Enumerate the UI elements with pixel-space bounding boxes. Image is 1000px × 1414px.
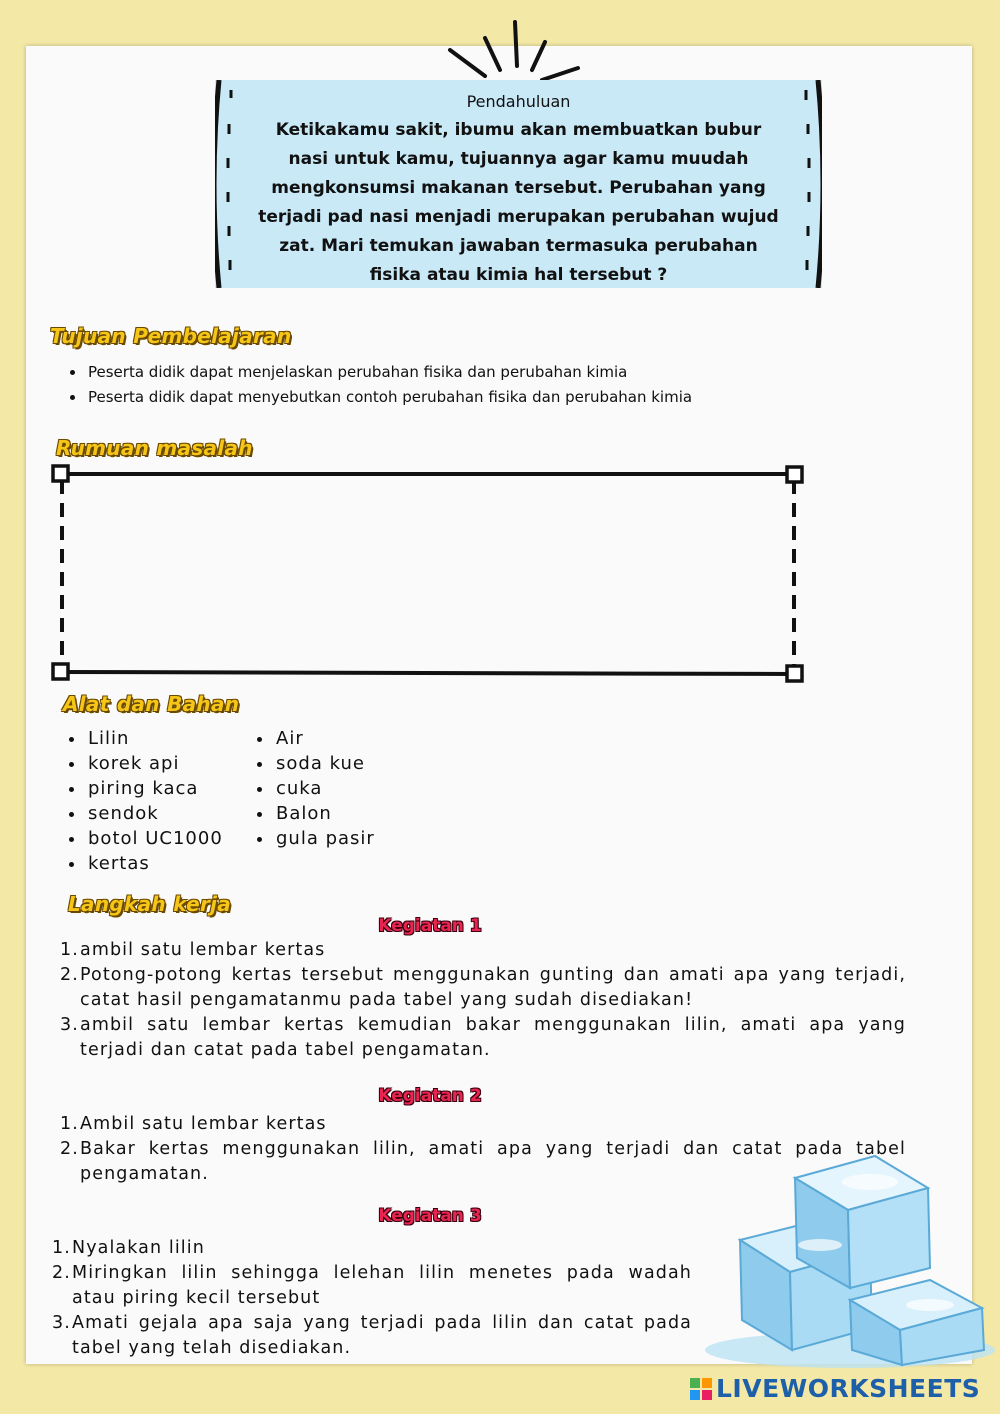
tool-item: • soda kue xyxy=(274,751,375,776)
activity-1-steps xyxy=(60,938,906,1063)
ice-cubes-illustration xyxy=(700,1150,1000,1370)
tools-heading: Alat dan Bahan xyxy=(63,692,240,716)
step-item: 1. Ambil satu lembar kertas xyxy=(60,1114,327,1134)
steps-heading: Langkah kerja xyxy=(68,892,232,916)
tool-item: • cuka xyxy=(274,776,375,801)
liveworksheets-logo-icon xyxy=(690,1378,712,1400)
step-item: 3. ambil satu lembar kertas kemudian bakar menggunakan lilin, amati apa yang terjadi dan catat pada tabel pengamatan. xyxy=(60,1015,906,1060)
step-item: 2. Potong-potong kertas tersebut menggunakan gunting dan amati apa yang terjadi, catat hasil pengamatanmu pada tabel yang sudah disediakan! xyxy=(60,965,906,1010)
step-item: 1. Nyalakan lilin xyxy=(52,1238,205,1258)
tools-list-2 xyxy=(252,726,375,851)
tool-item: • Air xyxy=(274,726,375,751)
tool-item: • botol UC1000 xyxy=(86,826,223,851)
step-item: 3. Amati gejala apa saja yang terjadi pada lilin dan catat pada tabel yang telah disediakan. xyxy=(52,1313,692,1358)
burst-decoration xyxy=(440,18,590,88)
liveworksheets-brand[interactable] xyxy=(690,1374,990,1406)
problem-answer-box[interactable] xyxy=(48,462,808,688)
tool-item: • Lilin xyxy=(86,726,223,751)
problem-heading: Rumuan masalah xyxy=(56,436,253,460)
activity-2-title: Kegiatan 2 xyxy=(378,1086,482,1106)
tool-item: • kertas xyxy=(86,851,223,876)
tool-item: • Balon xyxy=(274,801,375,826)
step-item: 2. Bakar kertas menggunakan lilin, amati apa yang terjadi dan catat pada tabel pengamatan. xyxy=(60,1139,906,1184)
goals-heading: Tujuan Pembelajaran xyxy=(50,324,292,348)
goals-list xyxy=(62,360,692,410)
step-item: 2. Miringkan lilin sehingga lelehan lilin menetes pada wadah atau piring kecil tersebut xyxy=(52,1263,692,1308)
activity-3-title: Kegiatan 3 xyxy=(378,1206,482,1226)
activity-1-title: Kegiatan 1 xyxy=(378,916,482,936)
goal-item: • Peserta didik dapat menjelaskan perubahan fisika dan perubahan kimia xyxy=(86,360,692,385)
step-item: 1. ambil satu lembar kertas xyxy=(60,940,326,960)
brand-text: LIVEWORKSHEETS xyxy=(716,1374,981,1403)
activity-3-steps xyxy=(52,1236,692,1361)
intro-title: Pendahuluan xyxy=(466,92,571,111)
tool-item: • sendok xyxy=(86,801,223,826)
tool-item: • piring kaca xyxy=(86,776,223,801)
intro-text: Ketikakamu sakit, ibumu akan membuatkan bubur nasi untuk kamu, tujuannya agar kamu muudah mengkonsumsi makanan tersebut. Perubahan yang terjadi pad nasi menjadi merupakan perubahan wujud zat. Mari temukan jawaban termasuka perubahan fisika atau kimia hal tersebut ? xyxy=(258,120,779,285)
tools-list-1 xyxy=(64,726,223,876)
tool-item: • korek api xyxy=(86,751,223,776)
goal-item: • Peserta didik dapat menyebutkan contoh perubahan fisika dan perubahan kimia xyxy=(86,385,692,410)
tool-item: • gula pasir xyxy=(274,826,375,851)
intro-box xyxy=(215,80,822,288)
